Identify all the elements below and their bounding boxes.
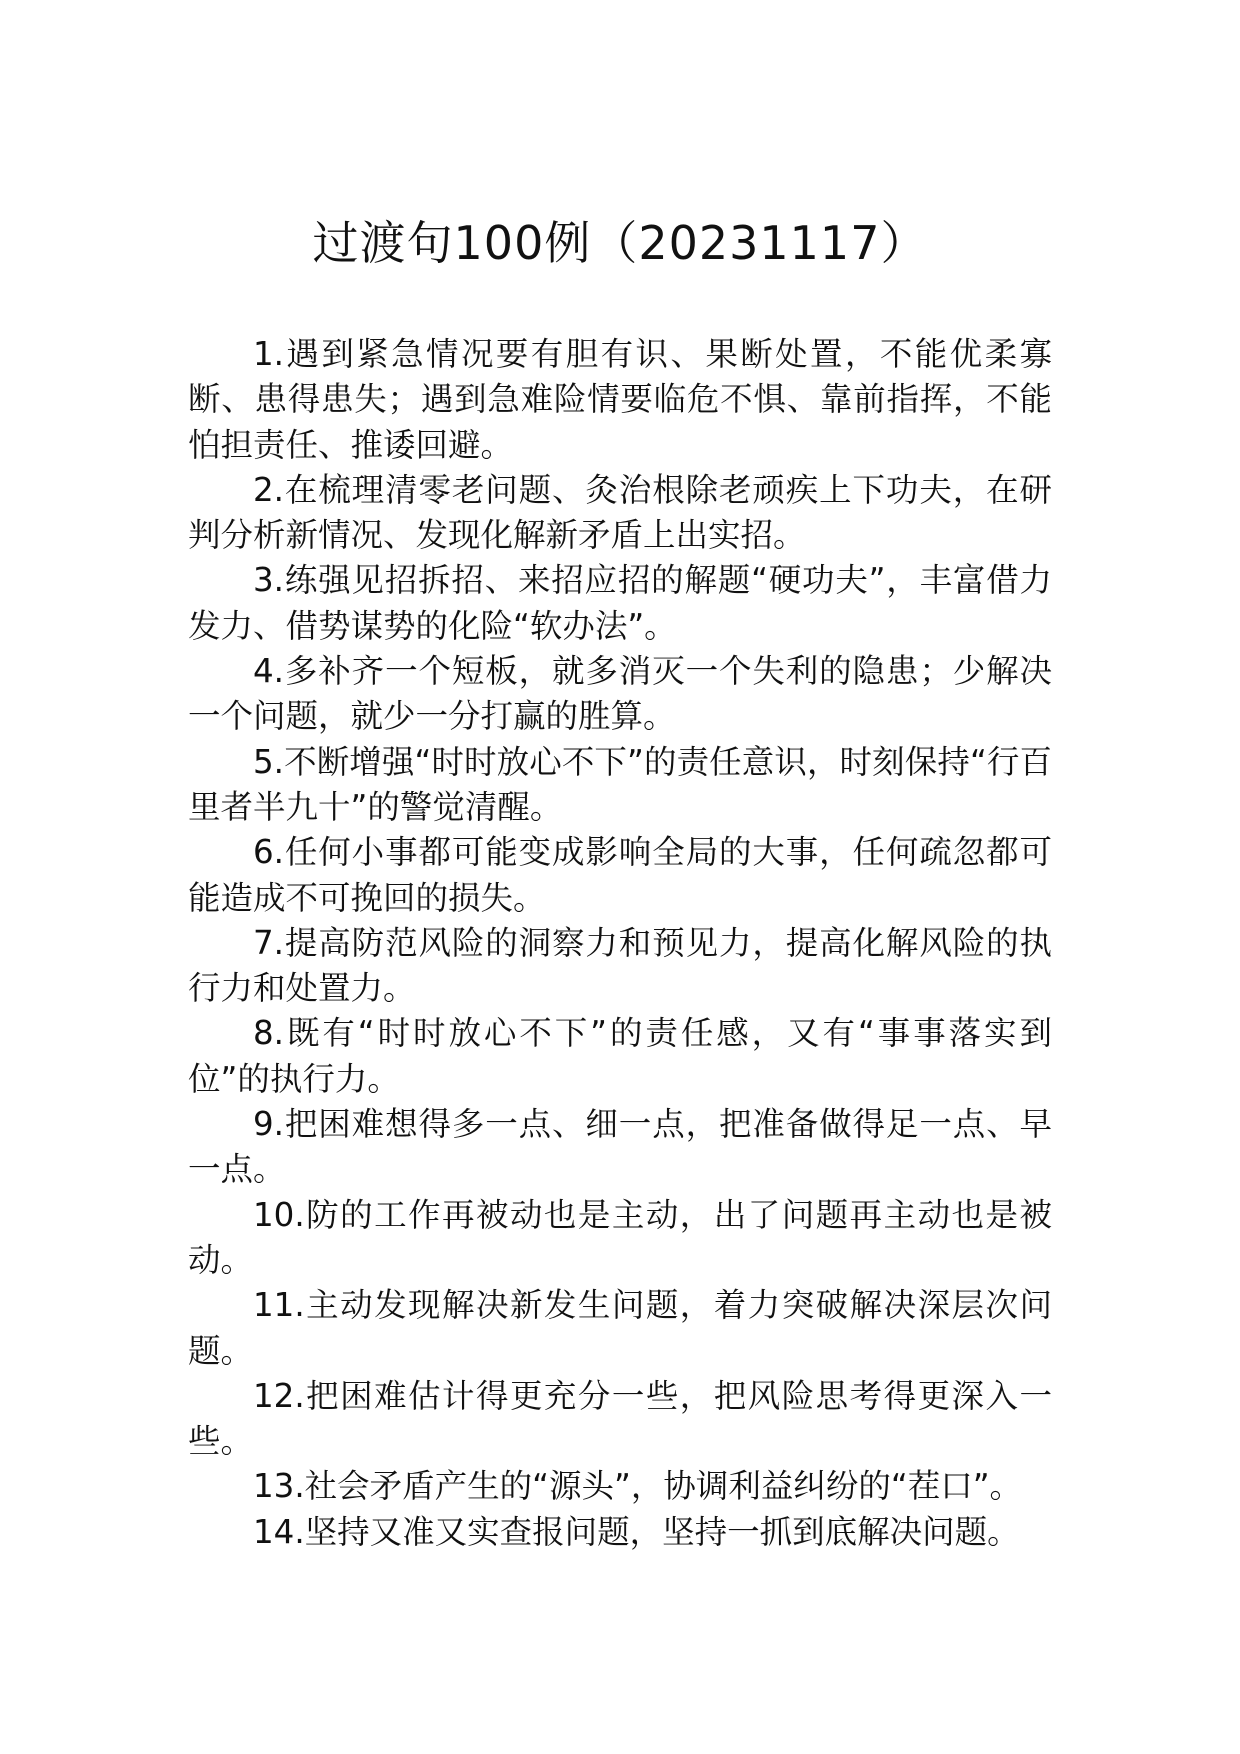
paragraph-9: 9.把困难想得多一点、细一点，把准备做得足一点、早一点。 xyxy=(188,1105,1052,1189)
paragraph-2: 2.在梳理清零老问题、灸治根除老顽疾上下功夫，在研判分析新情况、发现化解新矛盾上出实招。 xyxy=(188,470,1052,555)
paragraph-7: 7.提高防范风险的洞察力和预见力，提高化解风险的执行力和处置力。 xyxy=(188,923,1052,1008)
paragraph-5: 5.不断增强“时时放心不下”的责任意识，时刻保持“行百里者半九十”的警觉清醒。 xyxy=(188,742,1052,826)
paragraph-6: 6.任何小事都可能变成影响全局的大事，任何疏忽都可能造成不可挽回的损失。 xyxy=(188,833,1052,917)
document-body xyxy=(188,332,1052,1555)
paragraph-3: 3.练强见招拆招、来招应招的解题“硬功夫”，丰富借力发力、借势谋势的化险“软办法”。 xyxy=(188,561,1052,645)
paragraph-10: 10.防的工作再被动也是主动，出了问题再主动也是被动。 xyxy=(188,1195,1052,1279)
document-title: 过渡句100例（20231117） xyxy=(312,216,928,270)
paragraph-11: 11.主动发现解决新发生问题，着力突破解决深层次问题。 xyxy=(188,1286,1052,1370)
paragraph-13: 13.社会矛盾产生的“源头”，协调利益纠纷的“茬口”。 xyxy=(253,1467,1023,1506)
paragraph-8: 8.既有“时时放心不下”的责任感，又有“事事落实到位”的执行力。 xyxy=(188,1014,1052,1098)
paragraph-14: 14.坚持又准又实查报问题，坚持一抓到底解决问题。 xyxy=(253,1512,1020,1551)
paragraph-4: 4.多补齐一个短板，就多消灭一个失利的隐患；少解决一个问题，就少一分打赢的胜算。 xyxy=(188,652,1052,736)
paragraph-12: 12.把困难估计得更充分一些，把风险思考得更深入一些。 xyxy=(188,1376,1052,1461)
paragraph-1: 1.遇到紧急情况要有胆有识、果断处置，不能优柔寡断、患得患失；遇到急难险情要临危不惧、靠前指挥，不能怕担责任、推诿回避。 xyxy=(188,335,1052,464)
